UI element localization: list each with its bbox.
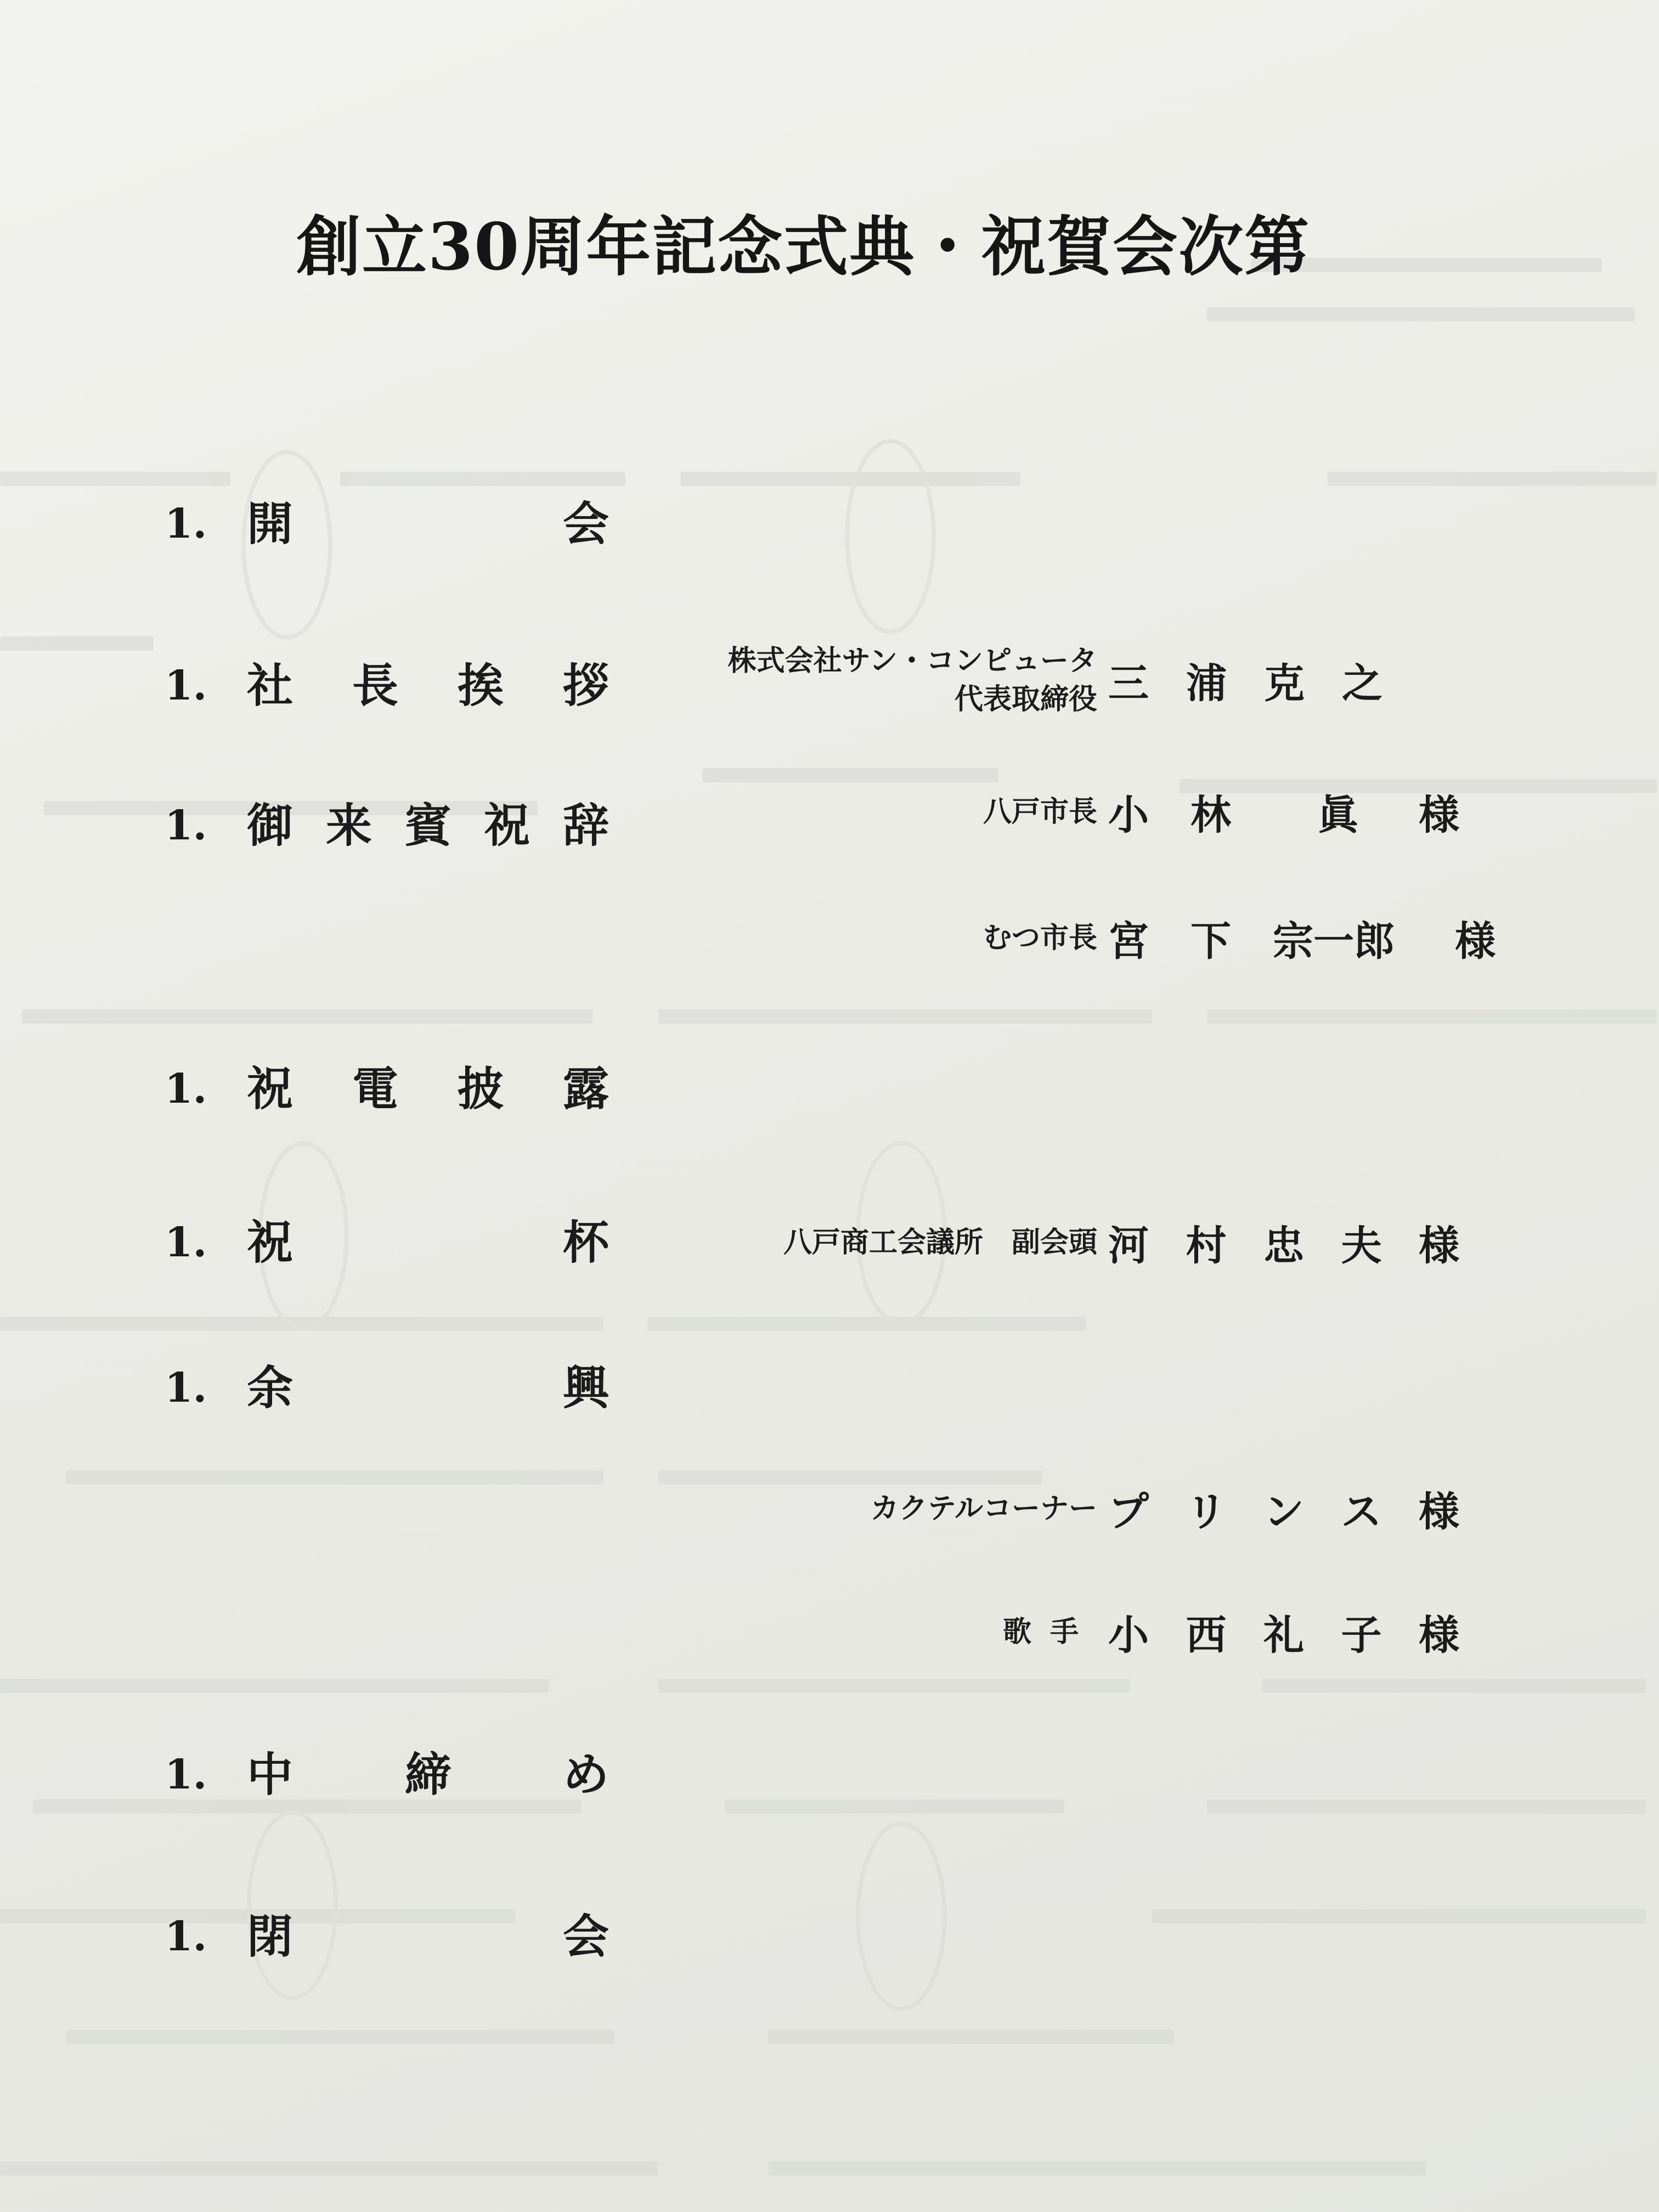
- speaker-name: [1108, 1462, 1459, 1555]
- speaker-role: むつ市長: [983, 921, 1097, 955]
- speaker-role: 八戸市長: [983, 795, 1097, 828]
- agenda-label: [247, 790, 609, 861]
- speaker-cocktail-corner: [669, 1462, 1503, 1555]
- agenda-number: 1.: [165, 802, 207, 849]
- agenda-item-president-greeting: [165, 650, 614, 721]
- name-char: 夫: [1341, 1222, 1382, 1269]
- char: 御: [247, 798, 294, 853]
- char: 祝: [247, 1215, 294, 1269]
- agenda-item-opening: [165, 488, 614, 560]
- name-char: 河: [1108, 1222, 1149, 1269]
- char: 之: [1342, 660, 1383, 707]
- char: 拶: [562, 658, 609, 713]
- speaker-president: [669, 634, 1503, 727]
- char: 締: [404, 1747, 451, 1802]
- agenda-number: 1.: [165, 1751, 207, 1798]
- agenda-label: [247, 1053, 609, 1125]
- char: 克: [1264, 660, 1305, 707]
- speaker-mutsu-mayor: [669, 891, 1503, 985]
- agenda-label: [247, 1207, 609, 1278]
- speaker-name: [1108, 1585, 1459, 1679]
- honorific: 様: [1419, 792, 1459, 839]
- name-char: 子: [1341, 1612, 1382, 1659]
- speaker-company: 株式会社サン・コンピュータ: [727, 644, 1097, 678]
- agenda-number: 1.: [165, 1219, 207, 1266]
- char: め: [562, 1747, 609, 1802]
- char: 閉: [247, 1909, 294, 1963]
- char: 賓: [404, 798, 451, 853]
- char: 浦: [1186, 660, 1227, 707]
- speaker-name: [1108, 891, 1496, 985]
- speaker-role: カクテルコーナー: [870, 1492, 1097, 1525]
- name-part: 宮下: [1108, 918, 1273, 965]
- char: 社: [247, 658, 294, 713]
- char: 辞: [562, 798, 609, 853]
- speaker-title: 代表取締役: [954, 682, 1097, 716]
- char: 電: [352, 1062, 398, 1116]
- speaker-chamber-vice-president: [669, 1196, 1503, 1289]
- agenda-item-toast: [165, 1207, 614, 1278]
- honorific: 様: [1419, 1488, 1459, 1536]
- char: 余: [247, 1361, 294, 1415]
- name-char: ス: [1341, 1488, 1382, 1536]
- char: 杯: [562, 1215, 609, 1269]
- speaker-role: 八戸商工会議所 副会頭: [783, 1226, 1097, 1259]
- char: 披: [457, 1062, 504, 1116]
- name-char: プ: [1108, 1488, 1149, 1536]
- agenda-number: 1.: [165, 662, 207, 709]
- char: 祝: [483, 798, 530, 853]
- speaker-singer: [669, 1585, 1503, 1679]
- name-char: 忠: [1263, 1222, 1304, 1269]
- agenda-label: [247, 1901, 609, 1972]
- agenda-item-telegrams: [165, 1053, 614, 1125]
- agenda-item-guest-speeches: [165, 790, 614, 861]
- char: 祝: [247, 1062, 294, 1116]
- honorific: 様: [1419, 1612, 1459, 1659]
- char: 会: [562, 496, 609, 551]
- agenda-number: 1.: [165, 500, 207, 548]
- name-char: 村: [1186, 1222, 1227, 1269]
- agenda-label: [247, 1352, 609, 1424]
- speaker-role: 歌手: [1002, 1615, 1097, 1649]
- char: 会: [562, 1909, 609, 1963]
- document-title: 創立30周年記念式典・祝賀会次第: [296, 208, 1311, 285]
- agenda-label: [247, 488, 609, 560]
- agenda-number: 1.: [165, 1065, 207, 1113]
- name-char: ン: [1263, 1488, 1304, 1536]
- name-char: 礼: [1263, 1612, 1304, 1659]
- char: 興: [562, 1361, 609, 1415]
- agenda-number: 1.: [165, 1913, 207, 1960]
- honorific: 様: [1419, 1222, 1459, 1269]
- agenda-item-entertainment: [165, 1352, 614, 1424]
- char: 挨: [457, 658, 504, 713]
- char: 露: [562, 1062, 609, 1116]
- speaker-name: [1108, 1196, 1459, 1289]
- name-char: リ: [1186, 1488, 1227, 1536]
- agenda-label: [247, 1739, 609, 1810]
- char: 長: [352, 658, 398, 713]
- name-part: 眞: [1318, 792, 1358, 839]
- name-part: 小林: [1108, 792, 1273, 839]
- speaker-name: [1108, 634, 1383, 727]
- name-char: 西: [1186, 1612, 1227, 1659]
- char: 三: [1108, 660, 1149, 707]
- char: 開: [247, 496, 294, 551]
- char: 来: [325, 798, 372, 853]
- agenda-number: 1.: [165, 1364, 207, 1412]
- char: 中: [247, 1747, 294, 1802]
- speaker-hachinohe-mayor: [669, 765, 1503, 859]
- speaker-name: [1108, 765, 1459, 859]
- name-char: 小: [1108, 1612, 1149, 1659]
- name-part: 宗一郎: [1273, 918, 1395, 965]
- honorific: 様: [1455, 918, 1496, 965]
- agenda-item-closing-toast: [165, 1739, 614, 1810]
- agenda-item-closing: [165, 1901, 614, 1972]
- speaker-role: [669, 634, 1097, 727]
- agenda-label: [247, 650, 609, 721]
